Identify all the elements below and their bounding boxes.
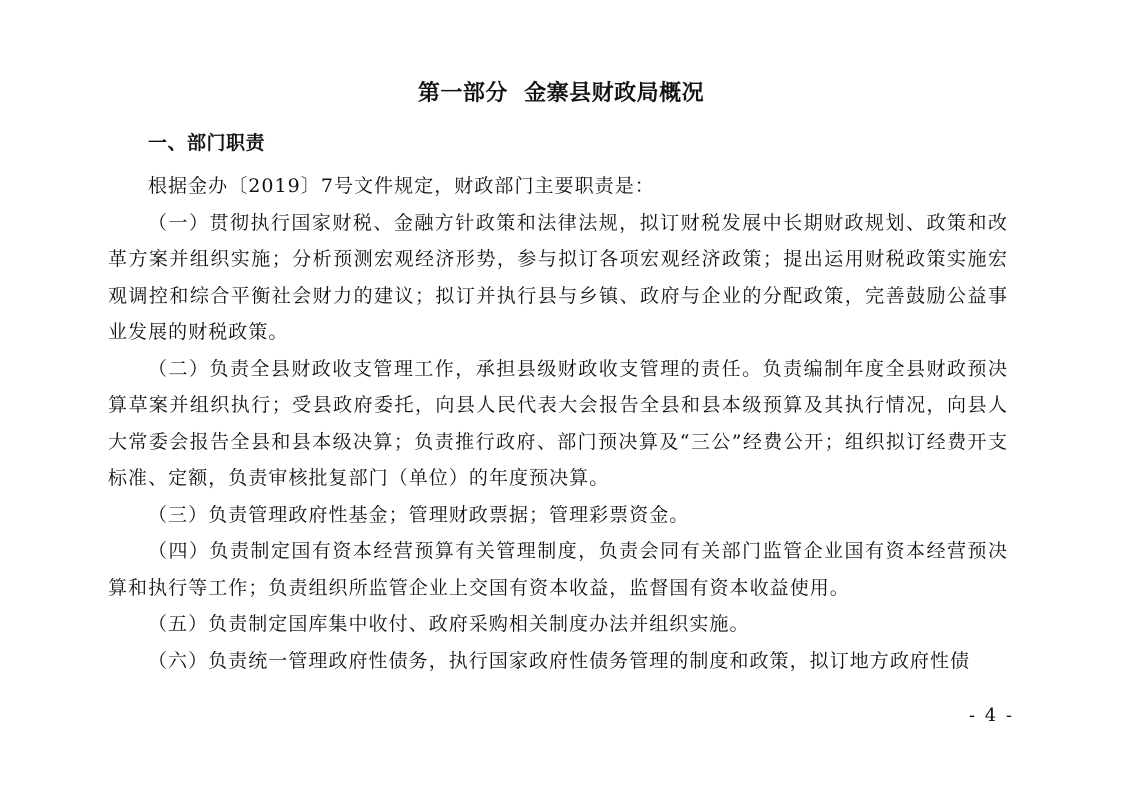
paragraph-duty-1: （一）贯彻执行国家财税、金融方针政策和法律法规，拟订财税发展中长期财政规划、政策和改革方案并组织实施；分析预测宏观经济形势，参与拟订各项宏观经济政策；提出运用财税政策实施宏观调控和综合平衡社会财力的建议；拟订并执行县与乡镇、政府与企业的分配政策，完善鼓励公益事业发展的财税政策。 — [108, 211, 1008, 343]
paragraph-duty-5: （五）负责制定国库集中收付、政府采购相关制度办法并组织实施。 — [148, 613, 750, 635]
paragraph-duty-3: （三）负责管理政府性基金；管理财政票据；管理彩票资金。 — [148, 503, 690, 526]
section-heading: 一、部门职责 — [148, 132, 266, 154]
page-number: - 4 - — [968, 705, 1014, 726]
paragraph-duty-4: （四）负责制定国有资本经营预算有关管理制度，负责会同有关部门监管企业国有资本经营预决算和执行等工作；负责组织所监管企业上交国有资本收益，监督国有资本收益使用。 — [108, 540, 1008, 599]
page-title: 第一部分 金寨县财政局概况 — [417, 81, 705, 106]
body-text — [108, 168, 1008, 679]
paragraph-intro: 根据金办〔2019〕7号文件规定，财政部门主要职责是： — [148, 175, 655, 197]
paragraph-duty-6: （六）负责统一管理政府性债务，执行国家政府性债务管理的制度和政策，拟订地方政府性债 — [148, 649, 971, 672]
paragraph-duty-2: （二）负责全县财政收支管理工作，承担县级财政收支管理的责任。负责编制年度全县财政预决算草案并组织执行；受县政府委托，向县人民代表大会报告全县和县本级预算及其执行情况，向县人大常委会报告全县和县本级决算；负责推行政府、部门预决算及“三公”经费公开；组织拟订经费开支标准、定额，负责审核批复部门（单位）的年度预决算。 — [108, 357, 1008, 489]
